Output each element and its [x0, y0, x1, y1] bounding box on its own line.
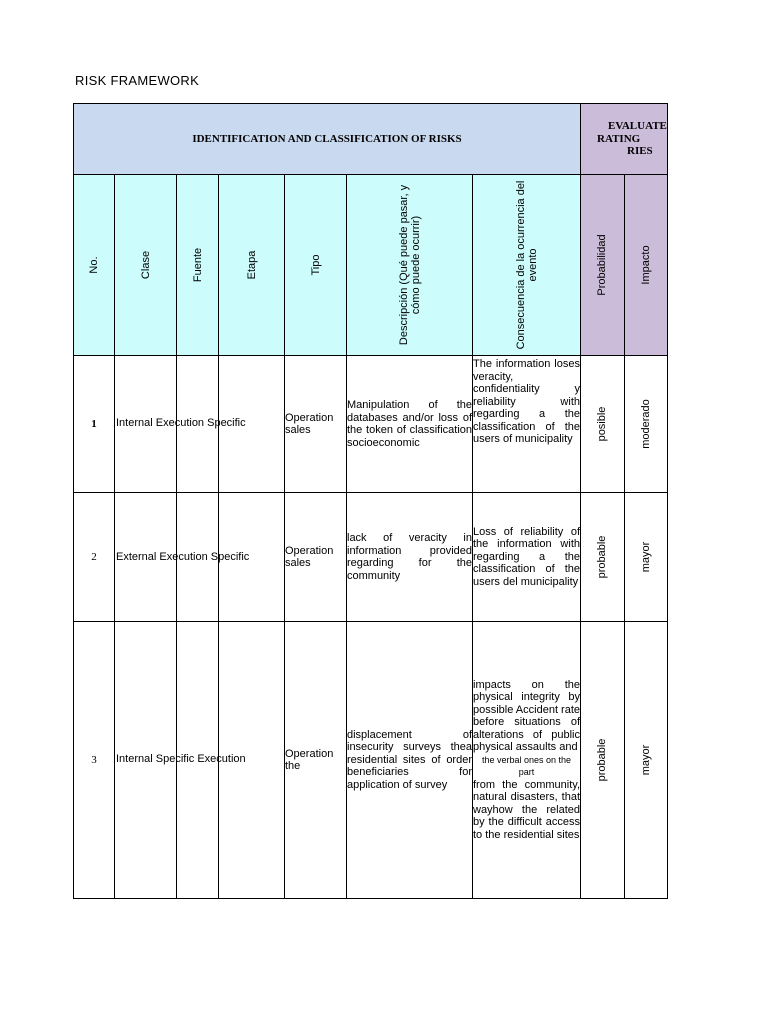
row-consecuencia: The information loses veracity, confidentiality y reliability with regarding a the classification of the users of municipality: [473, 356, 581, 493]
row-consecuencia: Loss of reliability of the information with regarding a the classification of the users del municipality: [473, 493, 581, 622]
row-consecuencia: impacts on the physical integrity by possible Accident rate before situations of alterations of public physical assaults and the verbal ones on the part from the community, natural disasters, that wayhow the related by the difficult access to the residential sites: [473, 622, 581, 899]
row-probabilidad: posible: [581, 356, 625, 493]
document-title: RISK FRAMEWORK: [75, 73, 200, 88]
row-descripcion: Manipulation of the databases and/or loss of the token of classification socioeconomic: [347, 356, 473, 493]
row-impacto: moderado: [624, 356, 667, 493]
identification-header: IDENTIFICATION AND CLASSIFICATION OF RISKS: [74, 104, 581, 175]
column-header-probabilidad: Probabilidad: [581, 175, 625, 356]
row-number: 2: [74, 493, 115, 622]
column-header-no: No.: [74, 175, 115, 356]
column-header-fuente: Fuente: [177, 175, 219, 356]
row-probabilidad: probable: [581, 622, 625, 899]
row-classification: Internal Specific Execution: [115, 622, 177, 899]
row-number: 1: [74, 356, 115, 493]
row-descripcion: lack of veracity in information provided regarding for the community: [347, 493, 473, 622]
row-descripcion: displacement of insecurity surveys thea residential sites of order beneficiaries for application of survey: [347, 622, 473, 899]
column-header-tipo: Tipo: [285, 175, 347, 356]
row-number: 3: [74, 622, 115, 899]
table-row: [74, 622, 668, 899]
row-impacto: mayor: [624, 622, 667, 899]
row-classification: External Execution Specific: [115, 493, 177, 622]
table-row: [74, 493, 668, 622]
column-header-impacto: Impacto: [624, 175, 667, 356]
evaluate-header: EVALUATE RATING RIES: [581, 104, 668, 175]
column-header-descripcion: Descripción (Qué puede pasar, y cómo puede ocurrir): [347, 175, 473, 356]
row-tipo: Operation sales: [285, 493, 347, 622]
column-header-etapa: Etapa: [219, 175, 285, 356]
row-classification: Internal Execution Specific: [115, 356, 177, 493]
risk-table: [73, 103, 668, 899]
table-row: [74, 356, 668, 493]
row-tipo: Operation sales: [285, 356, 347, 493]
row-tipo: Operation the: [285, 622, 347, 899]
column-header-consecuencia: Consecuencia de la ocurrencia del evento: [473, 175, 581, 356]
row-probabilidad: probable: [581, 493, 625, 622]
row-impacto: mayor: [624, 493, 667, 622]
column-header-clase: Clase: [115, 175, 177, 356]
